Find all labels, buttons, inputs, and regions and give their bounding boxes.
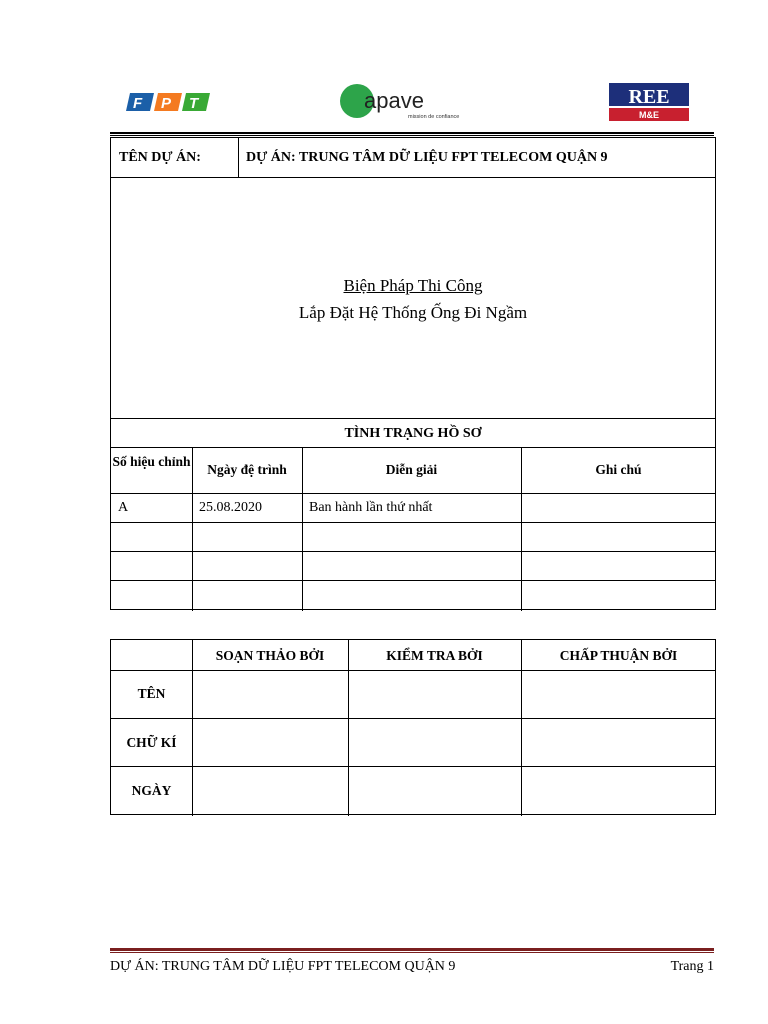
row-label-name: TÊN: [137, 686, 166, 701]
svg-text:F: F: [133, 95, 143, 112]
project-name: DỰ ÁN: TRUNG TÂM DỮ LIỆU FPT TELECOM QUẬN 9: [246, 150, 608, 165]
col-header-notes: Ghi chú: [595, 462, 642, 477]
footer-rule-thin: [110, 952, 714, 953]
document-title: Biện Pháp Thi Công: [343, 276, 483, 295]
svg-text:P: P: [161, 95, 172, 112]
row-label-date: NGÀY: [131, 783, 172, 798]
col-header-revision: Số hiệu chỉnh: [112, 454, 191, 469]
col-header-submission-date: Ngày đệ trình: [207, 462, 287, 477]
status-heading: TÌNH TRẠNG HỒ SƠ: [344, 426, 482, 441]
row-label-signature: CHỮ KÍ: [126, 735, 177, 750]
col-header-drafted-by: SOẠN THẢO BỞI: [215, 648, 325, 663]
document-info-table: [110, 137, 716, 610]
col-header-approved-by: CHẤP THUẬN BỞI: [559, 648, 678, 663]
footer-page-number: Trang 1: [670, 959, 714, 974]
apave-logo: [338, 82, 483, 122]
footer-project-name: DỰ ÁN: TRUNG TÂM DỮ LIỆU FPT TELECOM QUẬN 9: [110, 959, 456, 974]
svg-text:M&E: M&E: [639, 110, 659, 120]
svg-text:apave: apave: [364, 88, 424, 113]
table-row-cell-date: 25.08.2020: [199, 500, 262, 515]
svg-text:T: T: [189, 95, 199, 112]
ree-logo: [608, 82, 690, 122]
fpt-logo: [124, 90, 214, 114]
signoff-table: [110, 639, 716, 815]
table-row-cell-description: Ban hành lần thứ nhất: [309, 500, 433, 515]
footer-rule: [110, 948, 714, 951]
project-label: TÊN DỰ ÁN:: [119, 150, 201, 165]
svg-text:REE: REE: [628, 86, 670, 108]
svg-text:mission de confiance: mission de confiance: [408, 114, 460, 120]
table-row-cell-revision: A: [118, 500, 129, 515]
header-rule-thin: [110, 135, 714, 136]
document-subtitle: Lắp Đặt Hệ Thống Ống Đi Ngầm: [298, 303, 528, 322]
col-header-description: Diễn giải: [385, 462, 438, 477]
header-rule: [110, 132, 714, 134]
col-header-checked-by: KIỂM TRA BỞI: [386, 648, 483, 663]
